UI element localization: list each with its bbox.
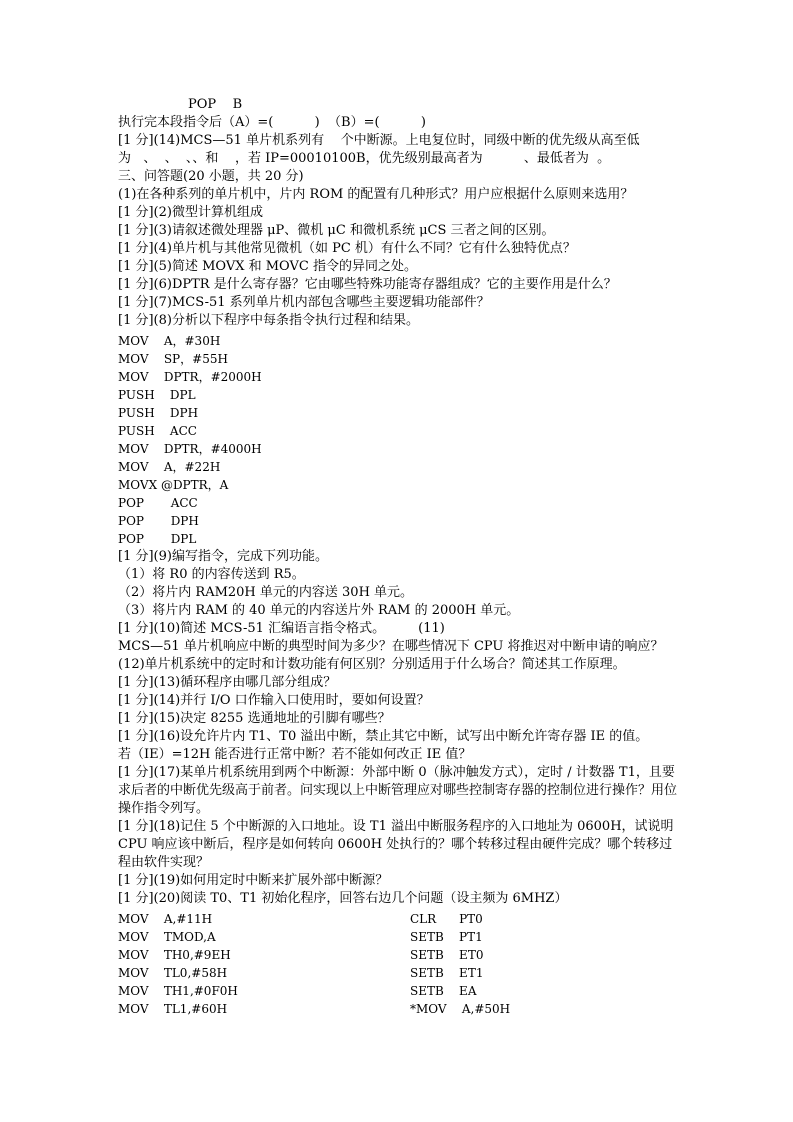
code-line: POP DPH xyxy=(118,514,199,528)
code-line: MOV A，#22H xyxy=(118,460,221,474)
question-line: [1 分](5)简述 MOVX 和 MOVC 指令的异同之处。 xyxy=(118,259,417,274)
code-line: PUSH DPH xyxy=(118,406,199,420)
question-line: [1 分](4)单片机与其他常见微机（如 PC 机）有什么不同？它有什么独特优点？ xyxy=(118,241,576,256)
question-18: [1 分](18)记住 5 个中断源的入口地址。设 T1 溢出中断服务程序的入口地址为 0600H，试说明 CPU 响应该中断后，程序是如何转向 0600H 处执行的？哪个转移过程由硬件完成？哪个转移过程由软件实现？ xyxy=(118,819,674,870)
code-line: SETB EA xyxy=(410,984,477,998)
question-line: [1 分](13)循环程序由哪几部分组成？ xyxy=(118,675,337,690)
question-line: 若（IE）=12H 能否进行正常中断？若不能如何改正 IE 值？ xyxy=(118,747,472,762)
question-line: [1 分](3)请叙述微处理器 μP、微机 μC 和微机系统 μCS 三者之间的区别。 xyxy=(118,223,555,238)
fill-line: 执行完本段指令后（A）=( ) （B）=( ) xyxy=(118,115,426,130)
question-line: （3）将片内 RAM 的 40 单元的内容送片外 RAM 的 2000H 单元。 xyxy=(118,603,520,618)
code-line: MOV A,#11H xyxy=(118,912,213,926)
code-line: SETB ET0 xyxy=(410,948,484,962)
fill-line: 为 、 、 、、和 ，若 IP=00010100B，优先级别最高者为 、最低者为 。 xyxy=(118,151,611,166)
question-line: [1 分](6)DPTR 是什么寄存器？它由哪些特殊功能寄存器组成？它的主要作用是什么？ xyxy=(118,277,617,292)
question-line: [1 分](14)并行 I/O 口作输入口使用时，要如何设置？ xyxy=(118,693,430,708)
code-line: MOV TMOD,A xyxy=(118,930,216,944)
question-line: MCS—51 单片机响应中断的典型时间为多少？在哪些情况下 CPU 将推迟对中断申请的响应？ xyxy=(118,639,664,654)
section-title: 三、问答题(20 小题，共 20 分) xyxy=(118,169,304,184)
code-line: CLR PT0 xyxy=(410,912,483,926)
code-line: *MOV A,#50H xyxy=(410,1002,511,1016)
code-line: MOV SP，#55H xyxy=(118,352,228,366)
question-line: (12)单片机系统中的定时和计数功能有何区别？分别适用于什么场合？简述其工作原理。 xyxy=(118,657,626,672)
code-line: MOV DPTR，#4000H xyxy=(118,442,262,456)
code-line: SETB PT1 xyxy=(410,930,483,944)
question-line: [1 分](8)分析以下程序中每条指令执行过程和结果。 xyxy=(118,313,419,328)
question-line: [1 分](9)编写指令，完成下列功能。 xyxy=(118,549,328,564)
code-line-pop-b: POP B xyxy=(188,97,243,112)
code-line: MOV TH1,#0F0H xyxy=(118,984,238,998)
question-17: [1 分](17)某单片机系统用到两个中断源：外部中断 0（脉冲触发方式），定时 / 计数器 T1，且要求后者的中断优先级高于前者。问实现以上中断管理应对哪些控制寄存器的控制位进行操作？用位操作指令列写。 xyxy=(118,765,678,816)
question-line: [1 分](19)如何用定时中断来扩展外部中断源？ xyxy=(118,873,389,888)
code-line: POP DPL xyxy=(118,532,197,546)
question-line: （2）将片内 RAM20H 单元的内容送 30H 单元。 xyxy=(118,585,414,600)
code-line: MOV TL1,#60H xyxy=(118,1002,228,1016)
code-line: MOV TH0,#9EH xyxy=(118,948,231,962)
question-line: [1 分](16)设允许片内 T1、T0 溢出中断，禁止其它中断，试写出中断允许寄存器 IE 的值。 xyxy=(118,729,649,744)
code-line: SETB ET1 xyxy=(410,966,484,980)
code-line: MOV TL0,#58H xyxy=(118,966,228,980)
code-line: POP ACC xyxy=(118,496,198,510)
question-line: [1 分](2)微型计算机组成 xyxy=(118,205,263,220)
question-line: [1 分](15)决定 8255 选通地址的引脚有哪些？ xyxy=(118,711,391,726)
question-line: [1 分](20)阅读 T0、T1 初始化程序，回答右边几个问题（设主频为 6MHZ） xyxy=(118,891,568,906)
question-line: （1）将 R0 的内容传送到 R5。 xyxy=(118,567,305,582)
fill-line: [1 分](14)MCS—51 单片机系列有 个中断源。上电复位时，同级中断的优先级从高至低 xyxy=(118,133,640,148)
code-line: MOVX @DPTR，A xyxy=(118,478,229,492)
question-line: [1 分](7)MCS-51 系列单片机内部包含哪些主要逻辑功能部件？ xyxy=(118,295,490,310)
question-line: [1 分](10)简述 MCS-51 汇编语言指令格式。 (11) xyxy=(118,621,445,636)
question-line: (1)在各种系列的单片机中，片内 ROM 的配置有几种形式？用户应根据什么原则来选用？ xyxy=(118,187,634,202)
code-line: PUSH ACC xyxy=(118,424,197,438)
code-line: MOV DPTR，#2000H xyxy=(118,370,262,384)
code-line: PUSH DPL xyxy=(118,388,196,402)
code-line: MOV A，#30H xyxy=(118,334,221,348)
